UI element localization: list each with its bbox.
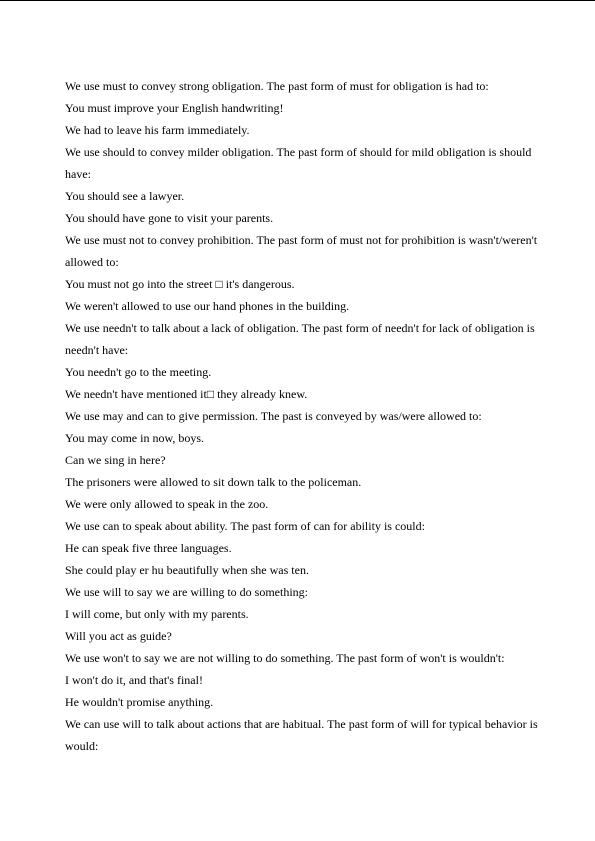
document-body: [65, 75, 545, 757]
example-line: You must not go into the street □ it's dangerous.: [65, 277, 295, 291]
text-line: We can use will to talk about actions that are habitual. The past form of will for typical behavior is: [65, 717, 538, 731]
example-line: She could play er hu beautifully when she was ten.: [65, 563, 309, 577]
example-line: We had to leave his farm immediately.: [65, 123, 250, 137]
text-line: needn't have:: [65, 343, 129, 357]
example-line: You should have gone to visit your parents.: [65, 211, 274, 225]
example-line: We were only allowed to speak in the zoo.: [65, 497, 269, 511]
example-line: We weren't allowed to use our hand phones in the building.: [65, 299, 350, 313]
example-line: Can we sing in here?: [65, 453, 166, 467]
example-line: We needn't have mentioned it□ they already knew.: [65, 387, 308, 401]
top-border-rule: [0, 0, 595, 1]
example-line: He wouldn't promise anything.: [65, 695, 214, 709]
text-line: We use may and can to give permission. The past is conveyed by was/were allowed to:: [65, 409, 482, 423]
text-line: We use needn't to talk about a lack of obligation. The past form of needn't for lack of obligation is: [65, 321, 535, 335]
text-line: have:: [65, 167, 91, 181]
text-line: We use should to convey milder obligation. The past form of should for mild obligation is should: [65, 145, 532, 159]
example-line: You needn't go to the meeting.: [65, 365, 212, 379]
example-line: You may come in now, boys.: [65, 431, 205, 445]
text-line: We use can to speak about ability. The past form of can for ability is could:: [65, 519, 425, 533]
example-line: The prisoners were allowed to sit down talk to the policeman.: [65, 475, 362, 489]
example-line: You must improve your English handwriting!: [65, 101, 284, 115]
text-line: would:: [65, 739, 99, 753]
example-line: I won't do it, and that's final!: [65, 673, 203, 687]
example-line: Will you act as guide?: [65, 629, 172, 643]
text-line: We use must to convey strong obligation. The past form of must for obligation is had to:: [65, 79, 489, 93]
text-line: We use will to say we are willing to do something:: [65, 585, 308, 599]
text-line: We use must not to convey prohibition. The past form of must not for prohibition is wasn't/weren't: [65, 233, 538, 247]
text-line: We use won't to say we are not willing to do something. The past form of won't is wouldn't:: [65, 651, 505, 665]
example-line: You should see a lawyer.: [65, 189, 185, 203]
example-line: He can speak five three languages.: [65, 541, 232, 555]
text-line: allowed to:: [65, 255, 119, 269]
example-line: I will come, but only with my parents.: [65, 607, 249, 621]
